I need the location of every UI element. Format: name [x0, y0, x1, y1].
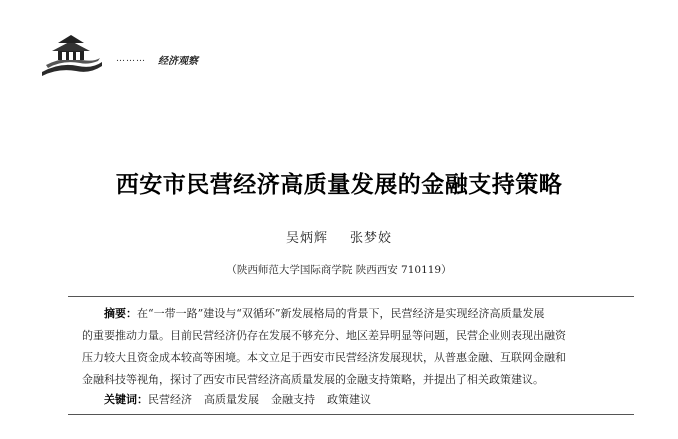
author-2: 张梦姣 [350, 231, 393, 246]
keywords-label: 关键词： [104, 393, 148, 406]
section-label: 经济观察 [158, 56, 198, 67]
author-1: 吴炳辉 [285, 231, 328, 246]
abstract-label: 摘要： [104, 307, 137, 320]
paper-title: 西安市民营经济高质量发展的金融支持策略 [115, 172, 563, 198]
keyword: 高质量发展 [204, 393, 259, 406]
abstract-line-4: 金融科技等视角，探讨了西安市民营经济高质量发展的金融支持策略，并提出了相关政策建议。 [82, 373, 544, 386]
abstract-bottom-rule [68, 414, 634, 415]
header-dots: ……… [116, 54, 146, 64]
authors [0, 227, 678, 246]
abstract [82, 303, 630, 391]
abstract-line-2: 的重要推动力量。目前民营经济仍存在发展不够充分、地区差异明显等问题，民营企业则表现出融资 [82, 329, 566, 342]
abstract-line-1: 摘要：在“一带一路”建设与“双循环”新发展格局的背景下，民营经济是实现经济高质量发展 [104, 307, 545, 320]
abstract-top-rule [68, 296, 634, 297]
keywords [104, 391, 371, 407]
keyword: 民营经济 [148, 393, 192, 406]
keyword: 金融支持 [271, 393, 315, 406]
journal-logo-icon [38, 32, 106, 78]
abstract-line-3: 压力较大且资金成本较高等困境。本文立足于西安市民营经济发展现状，从普惠金融、互联网金融和 [82, 351, 566, 364]
keyword: 政策建议 [327, 393, 371, 406]
affiliation: （陕西师范大学国际商学院 陕西西安 710119） [226, 264, 452, 276]
